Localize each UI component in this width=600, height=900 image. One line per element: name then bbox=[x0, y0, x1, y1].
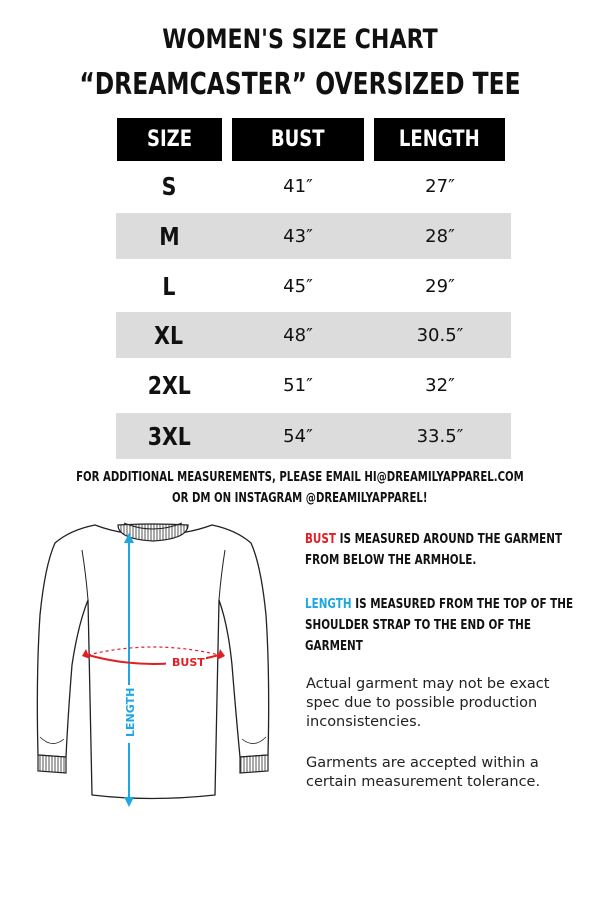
length-cell: 33.5″ bbox=[416, 425, 464, 447]
bust-keyword: BUST bbox=[305, 532, 336, 547]
product-title: “DREAMCASTER” OVERSIZED TEE bbox=[79, 67, 521, 102]
length-cell: 29″ bbox=[425, 275, 455, 297]
header-size: SIZE bbox=[117, 118, 222, 161]
bust-cell: 48″ bbox=[283, 324, 313, 346]
table-row bbox=[116, 213, 511, 259]
table-row bbox=[116, 163, 511, 209]
tshirt-outline-icon bbox=[37, 523, 268, 799]
bust-cell: 41″ bbox=[283, 175, 313, 197]
length-cell: 28″ bbox=[425, 225, 455, 247]
bust-cell: 43″ bbox=[283, 225, 313, 247]
chart-title: WOMEN'S SIZE CHART bbox=[162, 24, 438, 55]
table-row bbox=[116, 413, 511, 459]
length-cell: 27″ bbox=[425, 175, 455, 197]
disclaimer-spec: Actual garment may not be exact spec due to possible production inconsistencies. bbox=[306, 676, 550, 730]
bust-label: BUST bbox=[172, 656, 205, 669]
size-cell: L bbox=[162, 271, 176, 301]
header-bust: BUST bbox=[232, 118, 364, 161]
bust-description: BUST IS MEASURED AROUND THE GARMENT FROM BELOW THE ARMHOLE. bbox=[305, 532, 563, 568]
contact-note-instagram: OR DM ON INSTAGRAM @DREAMILYAPPAREL! bbox=[172, 491, 428, 506]
length-cell: 32″ bbox=[425, 374, 455, 396]
tshirt-measurement-diagram bbox=[0, 505, 300, 835]
size-cell: 2XL bbox=[147, 370, 191, 400]
length-keyword: LENGTH bbox=[305, 597, 352, 612]
bust-cell: 51″ bbox=[283, 374, 313, 396]
bust-cell: 45″ bbox=[283, 275, 313, 297]
table-row bbox=[116, 362, 511, 408]
length-label: LENGTH bbox=[124, 687, 137, 737]
table-row bbox=[116, 263, 511, 309]
length-description: LENGTH IS MEASURED FROM THE TOP OF THE SHOULDER STRAP TO THE END OF THE GARMENT bbox=[305, 597, 574, 654]
disclaimer-tolerance: Garments are accepted within a certain measurement tolerance. bbox=[306, 755, 541, 790]
size-cell: 3XL bbox=[147, 421, 191, 451]
contact-note-email: FOR ADDITIONAL MEASUREMENTS, PLEASE EMAIL HI@DREAMILYAPPAREL.COM bbox=[76, 470, 524, 485]
bust-cell: 54″ bbox=[283, 425, 313, 447]
size-cell: XL bbox=[154, 320, 184, 350]
header-length: LENGTH bbox=[374, 118, 505, 161]
length-cell: 30.5″ bbox=[416, 324, 464, 346]
size-cell: S bbox=[161, 171, 177, 201]
size-cell: M bbox=[158, 221, 180, 251]
table-row bbox=[116, 312, 511, 358]
